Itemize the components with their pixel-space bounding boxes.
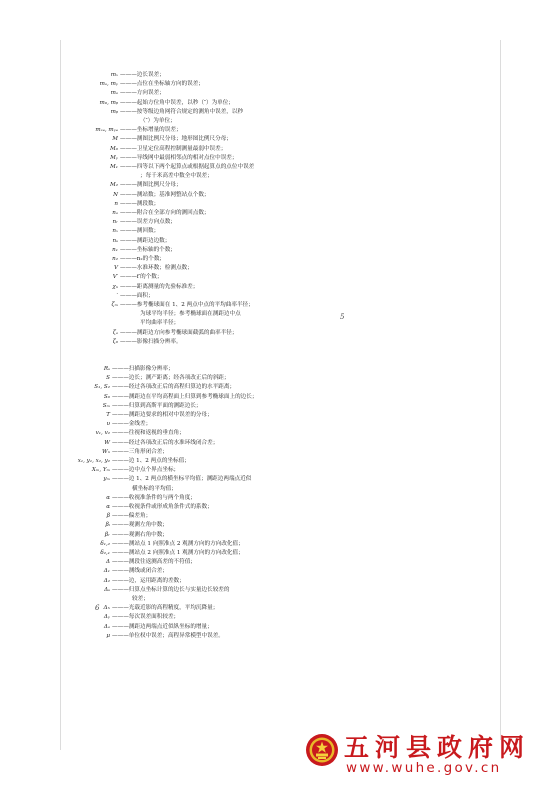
symbol-entry (106, 512, 257, 521)
symbol-entry (95, 429, 257, 438)
symbol-entry (103, 567, 257, 576)
symbol: ζₐ (112, 329, 118, 336)
symbol-entry (110, 145, 254, 154)
symbol-entry (113, 191, 254, 200)
symbol: Wₙ (101, 448, 110, 455)
symbol-description: ———面积； (120, 292, 154, 299)
symbol-description: ———测站数；基准网整站点个数； (120, 191, 210, 198)
symbol-entry (104, 439, 257, 448)
symbol-description: ———三角形闭合差； (112, 448, 168, 455)
symbol-description: ———测距边边数； (120, 237, 171, 244)
symbol-description: ———n₂的个数； (120, 256, 166, 263)
symbol: δ₁,₂ (100, 540, 110, 547)
symbol: Δᵧ (103, 614, 110, 621)
symbol-entry (112, 283, 254, 292)
symbol-description: ———坐标增量的误差； (120, 127, 182, 134)
symbol: N (113, 191, 118, 198)
symbol-entry (112, 135, 254, 144)
symbol-entry (77, 457, 257, 466)
symbol-entry (106, 420, 257, 429)
symbol-entry (106, 503, 257, 512)
left-margin-line (60, 40, 61, 750)
symbol: W (104, 439, 110, 446)
symbol-entry (91, 466, 257, 475)
symbol-entry (110, 108, 254, 117)
symbol: n₂ (112, 256, 118, 263)
symbol: α (106, 504, 110, 511)
symbol-description: ———测站点 2 向照准点 1 观测方向的方向改化值； (112, 550, 244, 557)
symbol: nₛ (112, 237, 118, 244)
watermark-url: www.wuhe.gov.cn (346, 760, 502, 776)
symbol-description-continued: ；每千米高差中数全中误差； (140, 173, 213, 180)
symbol-entry (102, 402, 257, 411)
symbol-description: ———光载近影的高程精度，平均沉降量； (112, 605, 219, 612)
symbol-entry (110, 154, 254, 163)
symbol: M (112, 136, 118, 143)
symbol-description: ———边长；测产距离；经各项改正后的斜距； (112, 375, 230, 382)
symbol-entry (112, 329, 254, 338)
symbol-description: ———单位权中误差；高程异常模型中误差。 (112, 632, 224, 639)
symbol-description: ———测图比例尺分母； (120, 182, 182, 189)
symbol: mₐ, mᵧ (99, 81, 118, 88)
symbol: Mᵧ (110, 154, 118, 161)
symbol: M₀ (110, 145, 118, 152)
symbol-description: ———边中点个界点坐标； (112, 467, 180, 474)
symbol: n₁ (112, 246, 118, 253)
symbol-description: ———收视条件或形成角条件式的系数； (112, 504, 213, 511)
symbol-entry (101, 448, 257, 457)
symbol-entry (105, 521, 257, 530)
symbol: υ (106, 421, 110, 428)
symbol-entry (113, 264, 254, 273)
symbol: M₂ (110, 182, 118, 189)
symbol-description-continued: 为球平均半径；参考椭球面在测距边中点 (140, 311, 241, 318)
symbol-entry (99, 80, 254, 89)
symbol: yₘ (103, 476, 110, 483)
symbol-entry (110, 181, 254, 190)
symbol-description: ———水准环数；检测点数； (120, 265, 193, 272)
symbol-description: ———边长误差； (120, 72, 165, 78)
symbol-description: ———偏差角； (112, 513, 152, 520)
symbol-entry (112, 255, 254, 264)
symbol-entry (106, 374, 257, 383)
symbol-entry (112, 273, 254, 282)
symbol-entry (103, 613, 257, 622)
symbol-entry (103, 475, 257, 484)
symbol: n (114, 200, 118, 207)
symbol-description-continued: 较差； (132, 596, 149, 603)
symbol-description: ———坐标轴的个数； (120, 246, 176, 253)
symbol-description: ———观测右角中数； (112, 531, 168, 538)
symbol-entry (110, 89, 254, 98)
symbol-description: ———测图比例尺分母；地形图比例尺分母； (120, 136, 232, 143)
symbol: nₐ (112, 210, 118, 217)
symbol-entry (103, 393, 258, 402)
symbol-description: ———测距边在平均高程面上归算到参考椭球面上的边长； (112, 393, 258, 400)
symbol: Xₘ, Yₘ (91, 467, 110, 474)
symbol-entry (103, 365, 257, 374)
symbol-entry (112, 237, 254, 246)
symbol-entry (99, 99, 254, 108)
symbol-description: ———导线网中最弱相邻点的相对点位中误差； (120, 154, 238, 161)
symbol-entry (111, 301, 254, 310)
symbol-entry (104, 586, 257, 595)
symbol-list-page-6 (77, 365, 258, 641)
symbol-description: ———测距边两端点近似纵坐标的增量； (112, 623, 213, 630)
symbol: nᵣ (112, 219, 118, 226)
symbol-description: ———误差方向点数； (120, 219, 176, 226)
symbol: Δₐ (103, 623, 110, 630)
symbol: μ (106, 632, 110, 639)
symbol: Rₛ (103, 366, 110, 372)
symbol: m₀, mᵦ (99, 99, 118, 106)
symbol: nₓ (112, 228, 118, 235)
symbol-description: ———经过各项改正后的水准环线闭合差； (112, 439, 219, 446)
symbol: Δₕ (103, 605, 110, 612)
symbol-entry (106, 632, 257, 641)
symbol: mₓ (110, 72, 118, 78)
symbol-description: ———测距边方向参考椭球面截弧的曲率半径； (120, 329, 238, 336)
symbol-description: ———边 1、2 两点的横坐标平均值；测距边两端点近似 (112, 476, 252, 483)
symbol: Δ₂ (103, 577, 110, 584)
symbol-description: ———扫描影像分辨率； (112, 366, 174, 372)
symbol-description: ———附合在全部方向的测回点数； (120, 210, 210, 217)
symbol-entry (95, 126, 254, 135)
symbol-entry (110, 71, 254, 80)
symbol-description-continued: 平均曲率半径； (140, 320, 180, 327)
symbol-entry (112, 209, 254, 218)
symbol-list-page-5 (95, 71, 255, 347)
symbol-description: ———边 1、2 两点的坐标值； (112, 458, 190, 465)
symbol: χₙ (112, 283, 118, 290)
symbol-entry (112, 218, 254, 227)
symbol-description: ———每次误差面积较差； (112, 614, 180, 621)
symbol: Δ₁ (103, 568, 110, 575)
symbol-description: ———观测左角中数； (112, 522, 168, 529)
symbol-entry (112, 338, 254, 347)
symbol-description: ———测距边要求的相对中误差的分母； (112, 412, 213, 419)
symbol: V′ (112, 274, 118, 281)
symbol-description: ———起始方位角中误差，以秒（″）为单位； (120, 99, 234, 106)
symbol: ′ (116, 292, 118, 299)
symbol-description: ———测段往返测高差的不符值； (112, 559, 196, 566)
symbol-description: ———f′的个数； (120, 274, 163, 281)
symbol-description: ———方向误差； (120, 90, 165, 97)
symbol-entry (103, 604, 257, 613)
symbol: S (106, 375, 110, 382)
symbol-description: ———点位在坐标轴方向的误差； (120, 81, 204, 88)
symbol-entry (105, 558, 257, 567)
symbol: V (113, 265, 118, 272)
symbol: mₐ (110, 90, 118, 97)
symbol-description: ———距离测量的先验标准差； (120, 283, 199, 290)
symbol-description: ———往视和返视的垂直角； (112, 430, 185, 437)
symbol-entry (116, 292, 254, 301)
symbol: S₀ (103, 393, 110, 400)
symbol-entry (103, 577, 257, 586)
symbol-description-continued: 横坐标的平均值； (132, 485, 177, 492)
symbol: β (106, 513, 110, 520)
symbol-entry (112, 227, 254, 236)
page-number: 6 (95, 604, 100, 612)
symbol-description: ———测回数； (120, 228, 160, 235)
watermark-site-name: 五河县政府网 (344, 733, 531, 762)
page-number: 5 (340, 313, 345, 321)
symbol-entry (103, 623, 257, 632)
symbol: Δₛ (104, 586, 110, 593)
symbol: α (106, 494, 110, 501)
symbol-entry (104, 531, 257, 540)
symbol-description: ———按等级边角网符合规定的测角中误差，以秒 (120, 108, 244, 115)
symbol-description: ———归算点坐标计算的边长与实量边长较差的 (112, 586, 230, 593)
symbol: T (106, 412, 110, 419)
symbol-description: ———测站点 1 向照准点 2 观测方向的方向改化值； (112, 540, 244, 547)
symbol-description: ———归算到高斯平面的测距边长； (112, 402, 202, 409)
symbol: Sₘ (102, 402, 110, 409)
symbol: ζ₀ (112, 338, 118, 345)
symbol: βᵢ (105, 522, 110, 529)
symbol: M₁ (110, 164, 118, 171)
symbol-description: ———收视准条件的与两个角度； (112, 494, 196, 501)
symbol-entry (106, 494, 257, 503)
symbol: βᵣ (104, 531, 110, 538)
symbol-entry (106, 411, 257, 420)
symbol: ζₘ (111, 302, 118, 309)
symbol-description: ———卫星定位高程控制测量最弱中误差； (120, 145, 227, 152)
symbol: S₁, S₂ (94, 384, 110, 391)
symbol: x₁, y₁, x₂, y₂ (77, 458, 110, 465)
symbol-description-continued: （″）为单位； (140, 118, 176, 125)
symbol: mₓₑ, mᵧₑ (95, 127, 118, 134)
symbol-entry (100, 540, 257, 549)
symbol: Δ (105, 559, 110, 566)
symbol-description: ———影像扫描分辨率。 (120, 338, 182, 345)
symbol-entry (100, 549, 257, 558)
symbol-entry (114, 200, 254, 209)
symbol-entry (110, 163, 255, 172)
symbol: δ₂,₁ (100, 550, 110, 557)
symbol-entry (112, 246, 254, 255)
right-margin-line (500, 40, 501, 740)
symbol-entry (94, 383, 257, 392)
symbol: v₁, v₂ (95, 430, 110, 437)
symbol-description: ———经过各项改正后的高程归算边的水平距离； (112, 384, 236, 391)
symbol-description: ———边，运用距离的差数； (112, 577, 185, 584)
symbol-description: ———测线或闭合差； (112, 568, 168, 575)
symbol-description: ———参考椭球面在 1、2 两点中点的平均曲率半径； (120, 302, 254, 309)
symbol: mᵦ (110, 108, 118, 115)
symbol-description: ———四等以下两个起算点或根据起算点的点位中误差 (120, 164, 255, 171)
symbol-description: ———测段数； (120, 200, 160, 207)
national-emblem-icon (305, 733, 339, 767)
symbol-description: ———金线差； (112, 421, 152, 428)
